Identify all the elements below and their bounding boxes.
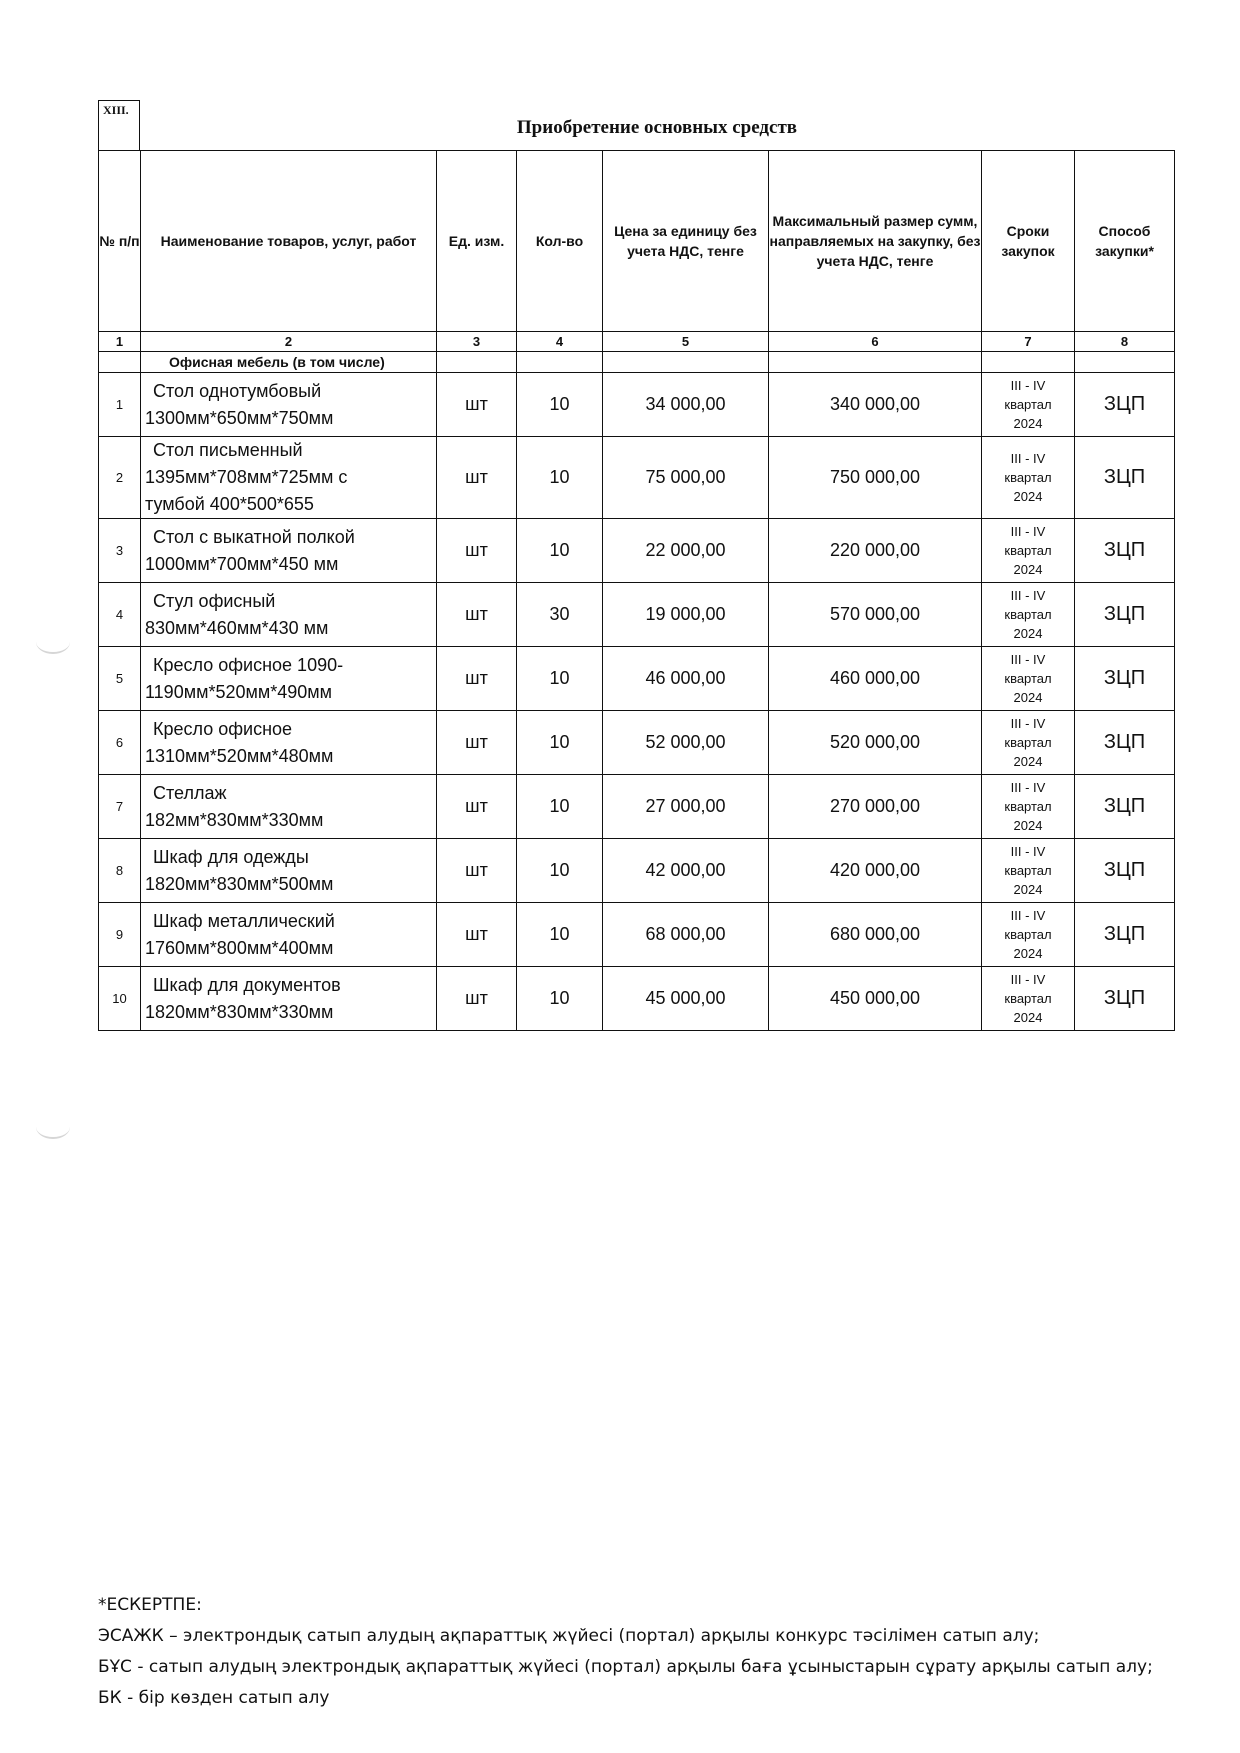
item-name-line: 1395мм*708мм*725мм с xyxy=(145,467,348,487)
item-unit-price: 45 000,00 xyxy=(603,967,769,1031)
item-name-line: 1820мм*830мм*330мм xyxy=(145,1001,334,1022)
col-number: 5 xyxy=(603,332,769,352)
term-line: 2024 xyxy=(1013,946,1043,961)
item-unit-price: 75 000,00 xyxy=(603,437,769,519)
item-unit-price: 46 000,00 xyxy=(603,647,769,711)
item-total-amount: 220 000,00 xyxy=(769,519,982,583)
term-line: III - IV xyxy=(1010,908,1046,923)
item-name-line: 1190мм*520мм*490мм xyxy=(145,681,333,702)
term-line: III - IV xyxy=(1010,378,1046,393)
col-header-method: Способ закупки* xyxy=(1075,151,1175,332)
item-procurement-term xyxy=(982,647,1075,711)
item-name-line: 1000мм*700мм*450 мм xyxy=(145,553,339,574)
term-line: III - IV xyxy=(1010,588,1046,603)
item-quantity: 10 xyxy=(517,711,603,775)
item-unit-price: 22 000,00 xyxy=(603,519,769,583)
item-quantity: 10 xyxy=(517,839,603,903)
col-number: 1 xyxy=(99,332,141,352)
row-number: 3 xyxy=(99,519,141,583)
term-line: квартал xyxy=(1004,927,1052,942)
item-name-line: 1760мм*800мм*400мм xyxy=(145,937,334,958)
item-procurement-term xyxy=(982,437,1075,519)
group-empty-cell xyxy=(1075,352,1175,373)
item-unit: шт xyxy=(437,583,517,647)
item-unit-price: 52 000,00 xyxy=(603,711,769,775)
procurement-table xyxy=(98,150,1175,1031)
item-unit: шт xyxy=(437,711,517,775)
item-procurement-term xyxy=(982,583,1075,647)
table-row xyxy=(99,775,1175,839)
item-total-amount: 460 000,00 xyxy=(769,647,982,711)
item-quantity: 10 xyxy=(517,775,603,839)
section-number: XIII. xyxy=(98,100,140,150)
term-line: квартал xyxy=(1004,863,1052,878)
table-row xyxy=(99,519,1175,583)
item-quantity: 10 xyxy=(517,903,603,967)
item-name-line: 830мм*460мм*430 мм xyxy=(145,617,329,638)
item-name-line: Шкаф для документов xyxy=(153,974,341,995)
term-line: 2024 xyxy=(1013,882,1043,897)
item-procurement-term xyxy=(982,775,1075,839)
item-procurement-method: ЗЦП xyxy=(1075,647,1175,711)
term-line: 2024 xyxy=(1013,1010,1043,1025)
col-header-total: Максимальный размер сумм, направляемых на закупку, без учета НДС, тенге xyxy=(769,151,982,332)
col-number: 2 xyxy=(141,332,437,352)
table-row xyxy=(99,647,1175,711)
item-name-line: Стол однотумбовый xyxy=(153,380,322,401)
item-unit-price: 19 000,00 xyxy=(603,583,769,647)
item-name-line: Шкаф металлический xyxy=(153,910,335,931)
term-line: квартал xyxy=(1004,671,1052,686)
item-total-amount: 450 000,00 xyxy=(769,967,982,1031)
item-total-amount: 340 000,00 xyxy=(769,373,982,437)
col-header-no: № п/п xyxy=(99,151,141,332)
item-procurement-method: ЗЦП xyxy=(1075,839,1175,903)
term-line: 2024 xyxy=(1013,562,1043,577)
item-name-line: Кресло офисное xyxy=(153,718,293,739)
item-unit: шт xyxy=(437,839,517,903)
column-number-row xyxy=(99,332,1175,352)
item-total-amount: 420 000,00 xyxy=(769,839,982,903)
item-quantity: 10 xyxy=(517,437,603,519)
punch-hole-mark xyxy=(36,1115,70,1139)
item-unit: шт xyxy=(437,967,517,1031)
term-line: III - IV xyxy=(1010,972,1046,987)
col-number: 7 xyxy=(982,332,1075,352)
row-number: 9 xyxy=(99,903,141,967)
item-total-amount: 680 000,00 xyxy=(769,903,982,967)
item-quantity: 10 xyxy=(517,967,603,1031)
term-line: III - IV xyxy=(1010,451,1046,466)
item-name xyxy=(141,519,437,583)
row-number: 6 xyxy=(99,711,141,775)
item-name-line: Стеллаж xyxy=(153,782,227,803)
col-number: 3 xyxy=(437,332,517,352)
row-number: 4 xyxy=(99,583,141,647)
item-name xyxy=(141,839,437,903)
row-number: 7 xyxy=(99,775,141,839)
item-name xyxy=(141,373,437,437)
item-procurement-method: ЗЦП xyxy=(1075,711,1175,775)
item-procurement-term xyxy=(982,839,1075,903)
row-number: 2 xyxy=(99,437,141,519)
item-procurement-method: ЗЦП xyxy=(1075,775,1175,839)
footnote xyxy=(98,1590,1158,1714)
col-number: 4 xyxy=(517,332,603,352)
item-name xyxy=(141,775,437,839)
term-line: квартал xyxy=(1004,470,1052,485)
term-line: квартал xyxy=(1004,991,1052,1006)
group-empty-cell xyxy=(517,352,603,373)
col-number: 8 xyxy=(1075,332,1175,352)
item-unit-price: 68 000,00 xyxy=(603,903,769,967)
footnote-heading: *ЕСКЕРТПЕ: xyxy=(98,1595,202,1615)
item-procurement-term xyxy=(982,711,1075,775)
col-header-unit: Ед. изм. xyxy=(437,151,517,332)
term-line: 2024 xyxy=(1013,626,1043,641)
item-procurement-term xyxy=(982,967,1075,1031)
item-unit: шт xyxy=(437,647,517,711)
term-line: III - IV xyxy=(1010,716,1046,731)
item-procurement-method: ЗЦП xyxy=(1075,967,1175,1031)
term-line: 2024 xyxy=(1013,690,1043,705)
term-line: 2024 xyxy=(1013,754,1043,769)
item-name xyxy=(141,903,437,967)
item-name-line: Стул офисный xyxy=(153,590,276,611)
term-line: III - IV xyxy=(1010,844,1046,859)
row-number: 8 xyxy=(99,839,141,903)
item-quantity: 10 xyxy=(517,373,603,437)
col-header-term: Сроки закупок xyxy=(982,151,1075,332)
col-number: 6 xyxy=(769,332,982,352)
item-name-line: 182мм*830мм*330мм xyxy=(145,809,324,830)
item-name xyxy=(141,711,437,775)
section-header xyxy=(98,100,1174,150)
table-row xyxy=(99,967,1175,1031)
group-empty-cell xyxy=(982,352,1075,373)
item-procurement-term xyxy=(982,903,1075,967)
item-name xyxy=(141,967,437,1031)
item-unit-price: 42 000,00 xyxy=(603,839,769,903)
column-header-row xyxy=(99,151,1175,332)
item-total-amount: 520 000,00 xyxy=(769,711,982,775)
item-name xyxy=(141,437,437,519)
group-label: Офисная мебель (в том числе) xyxy=(141,352,437,373)
item-name-line: Шкаф для одежды xyxy=(153,846,309,867)
term-line: III - IV xyxy=(1010,524,1046,539)
group-empty-cell xyxy=(437,352,517,373)
term-line: 2024 xyxy=(1013,489,1043,504)
item-total-amount: 570 000,00 xyxy=(769,583,982,647)
item-quantity: 30 xyxy=(517,583,603,647)
item-procurement-method: ЗЦП xyxy=(1075,437,1175,519)
item-unit: шт xyxy=(437,775,517,839)
col-header-qty: Кол-во xyxy=(517,151,603,332)
item-unit: шт xyxy=(437,519,517,583)
item-name-line: Стол с выкатной полкой xyxy=(153,526,355,547)
item-procurement-term xyxy=(982,373,1075,437)
group-empty-cell xyxy=(99,352,141,373)
item-unit-price: 34 000,00 xyxy=(603,373,769,437)
item-name xyxy=(141,647,437,711)
item-name-line: 1310мм*520мм*480мм xyxy=(145,745,334,766)
item-procurement-term xyxy=(982,519,1075,583)
group-empty-cell xyxy=(603,352,769,373)
item-name xyxy=(141,583,437,647)
item-procurement-method: ЗЦП xyxy=(1075,583,1175,647)
table-body xyxy=(99,373,1175,1031)
table-row xyxy=(99,437,1175,519)
item-unit: шт xyxy=(437,903,517,967)
table-row xyxy=(99,711,1175,775)
item-name-line: Кресло офисное 1090- xyxy=(153,654,344,675)
item-name-line: Стол письменный xyxy=(153,440,303,460)
item-procurement-method: ЗЦП xyxy=(1075,373,1175,437)
item-unit-price: 27 000,00 xyxy=(603,775,769,839)
item-total-amount: 750 000,00 xyxy=(769,437,982,519)
col-header-price: Цена за единицу без учета НДС, тенге xyxy=(603,151,769,332)
row-number: 5 xyxy=(99,647,141,711)
table-row xyxy=(99,839,1175,903)
item-quantity: 10 xyxy=(517,647,603,711)
item-unit: шт xyxy=(437,373,517,437)
item-procurement-method: ЗЦП xyxy=(1075,903,1175,967)
footnote-line: ЭСАЖК – электрондық сатып алудың ақпараттық жүйесі (портал) арқылы конкурс тәсілімен сатып алу; xyxy=(98,1626,1040,1646)
item-total-amount: 270 000,00 xyxy=(769,775,982,839)
term-line: квартал xyxy=(1004,397,1052,412)
term-line: 2024 xyxy=(1013,818,1043,833)
row-number: 10 xyxy=(99,967,141,1031)
footnote-line: БҰС - сатып алудың электрондық ақпараттық жүйесі (портал) арқылы баға ұсыныстарын сұрату арқылы сатып алу; БК - бір көзден сатып алу xyxy=(98,1657,1153,1708)
col-header-name: Наименование товаров, услуг, работ xyxy=(141,151,437,332)
item-name-line: 1300мм*650мм*750мм xyxy=(145,407,334,428)
group-row xyxy=(99,352,1175,373)
group-empty-cell xyxy=(769,352,982,373)
term-line: квартал xyxy=(1004,607,1052,622)
item-name-line: тумбой 400*500*655 xyxy=(145,494,314,514)
procurement-sheet xyxy=(98,100,1174,1031)
table-row xyxy=(99,903,1175,967)
section-title: Приобретение основных средств xyxy=(516,117,798,138)
term-line: III - IV xyxy=(1010,652,1046,667)
row-number: 1 xyxy=(99,373,141,437)
term-line: квартал xyxy=(1004,543,1052,558)
item-unit: шт xyxy=(437,437,517,519)
term-line: квартал xyxy=(1004,735,1052,750)
term-line: III - IV xyxy=(1010,780,1046,795)
item-quantity: 10 xyxy=(517,519,603,583)
table-row xyxy=(99,583,1175,647)
item-name-line: 1820мм*830мм*500мм xyxy=(145,873,334,894)
term-line: 2024 xyxy=(1013,416,1043,431)
table-row xyxy=(99,373,1175,437)
item-procurement-method: ЗЦП xyxy=(1075,519,1175,583)
term-line: квартал xyxy=(1004,799,1052,814)
punch-hole-mark xyxy=(36,630,70,654)
